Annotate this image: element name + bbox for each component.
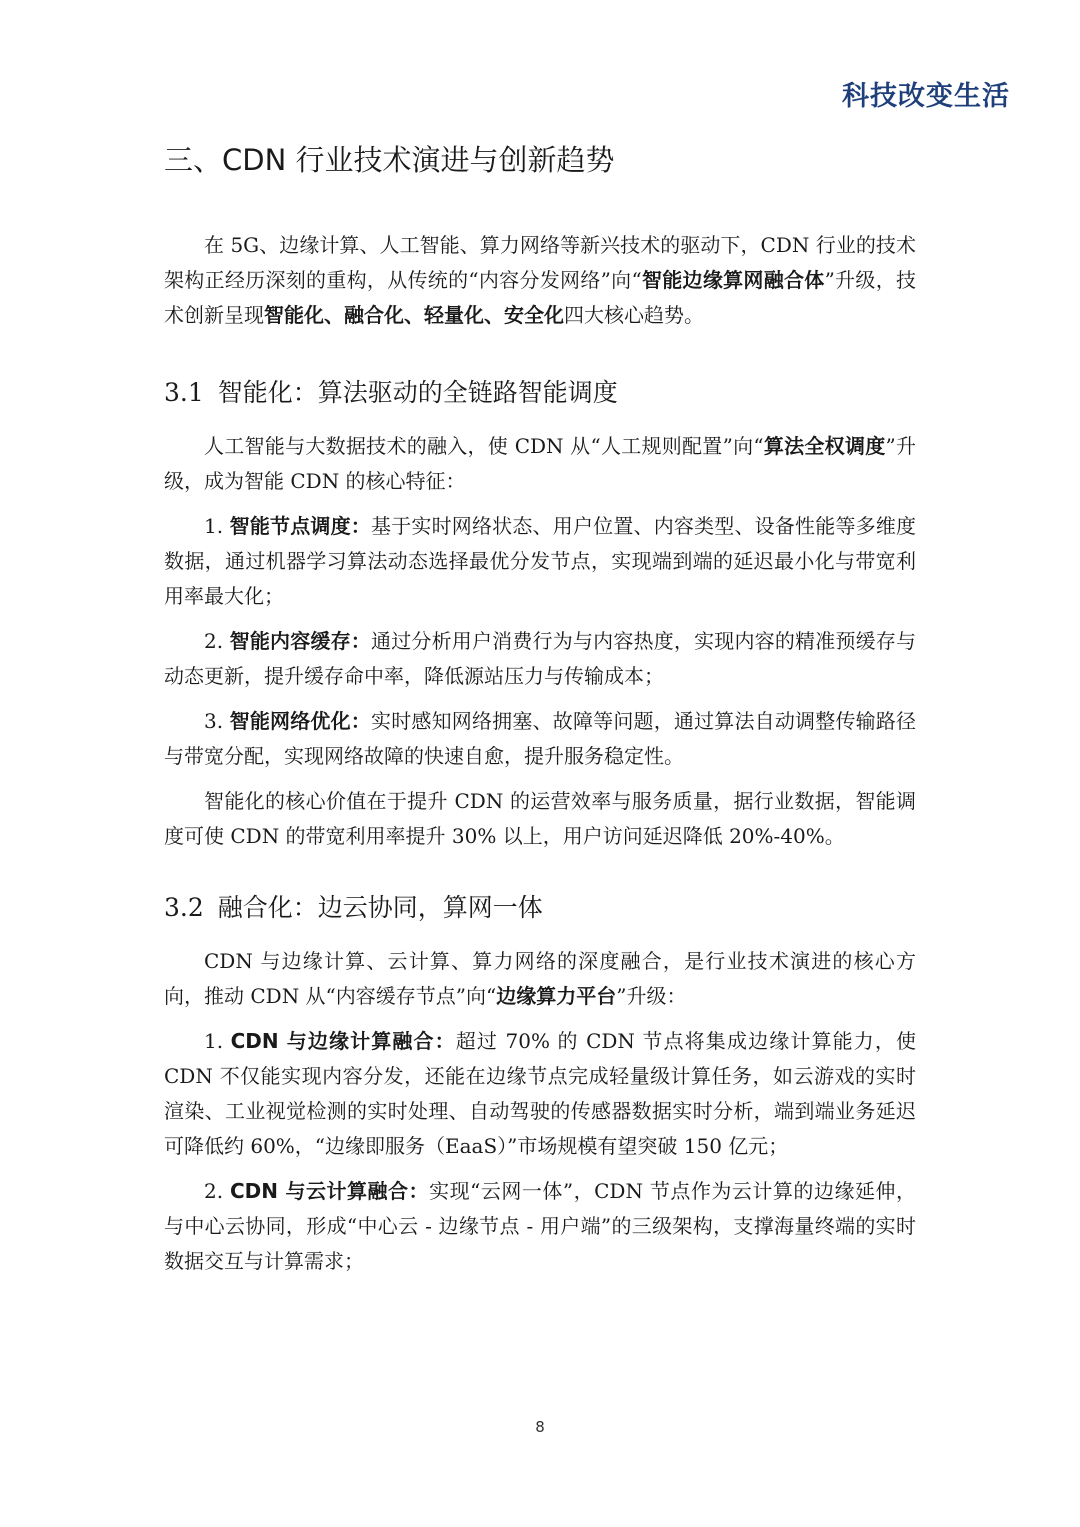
list-item: 2. CDN 与云计算融合：实现“云网一体”，CDN 节点作为云计算的边缘延伸，与中心云协同，形成“中心云 - 边缘节点 - 用户端”的三级架构，支撑海量终端的实时数据交互与计算需求；: [164, 1179, 916, 1273]
brand-logo-text: 科技改变生活: [842, 81, 1010, 112]
section-title: 三、CDN 行业技术演进与创新趋势: [164, 143, 615, 177]
list-item: 2. 智能内容缓存：通过分析用户消费行为与内容热度，实现内容的精准预缓存与动态更新，提升缓存命中率，降低源站压力与传输成本；: [164, 629, 917, 688]
page-number: 8: [535, 1418, 545, 1436]
subsection-title-3-2: 3.2 融合化：边云协同，算网一体: [164, 893, 543, 922]
subsection-intro-paragraph: 人工智能与大数据技术的融入，使 CDN 从“人工规则配置”向“算法全权调度”升级，成为智能 CDN 的核心特征：: [164, 434, 916, 493]
page-content: [164, 138, 916, 1289]
conclusion-paragraph: 智能化的核心价值在于提升 CDN 的运营效率与服务质量，据行业数据，智能调度可使 CDN 的带宽利用率提升 30% 以上，用户访问延迟降低 20%-40%。: [164, 789, 916, 848]
subsection-title-3-1: 3.1 智能化：算法驱动的全链路智能调度: [164, 378, 618, 407]
section-intro-paragraph: 在 5G、边缘计算、人工智能、算力网络等新兴技术的驱动下，CDN 行业的技术架构正经历深刻的重构，从传统的“内容分发网络”向“智能边缘算网融合体”升级，技术创新呈现智能化、融合化、轻量化、安全化四大核心趋势。: [164, 233, 916, 327]
list-item: 1. CDN 与边缘计算融合：超过 70% 的 CDN 节点将集成边缘计算能力，使 CDN 不仅能实现内容分发，还能在边缘节点完成轻量级计算任务，如云游戏的实时渲染、工业视觉检测的实时处理、自动驾驶的传感器数据实时分析，端到端业务延迟可降低约 60%，“边缘即服务（EaaS）”市场规模有望突破 150 亿元；: [164, 1029, 916, 1158]
list-item: 1. 智能节点调度：基于实时网络状态、用户位置、内容类型、设备性能等多维度数据，通过机器学习算法动态选择最优分发节点，实现端到端的延迟最小化与带宽利用率最大化；: [164, 514, 917, 608]
list-item: 3. 智能网络优化：实时感知网络拥塞、故障等问题，通过算法自动调整传输路径与带宽分配，实现网络故障的快速自愈，提升服务稳定性。: [164, 709, 917, 768]
subsection-intro-paragraph: CDN 与边缘计算、云计算、算力网络的深度融合，是行业技术演进的核心方向，推动 CDN 从“内容缓存节点”向“边缘算力平台”升级：: [164, 949, 916, 1008]
